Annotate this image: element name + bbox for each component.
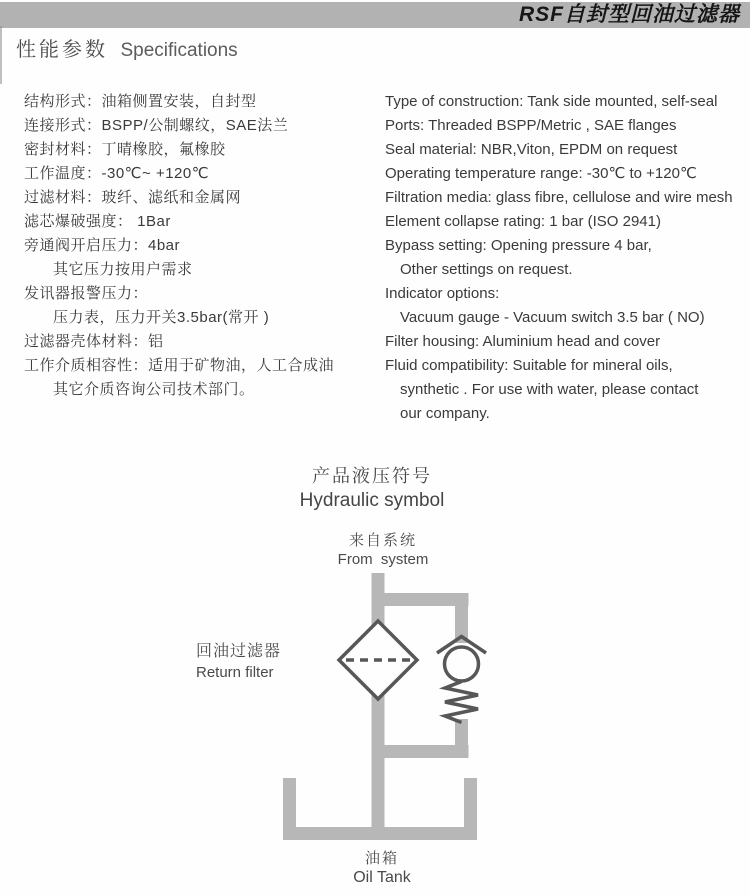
spec-line: 旁通阀开启压力：4bar [24,237,181,254]
hydraulic-circuit-diagram [180,565,500,855]
spec-line: Ports: Threaded BSPP/Metric , SAE flanges [385,117,677,134]
spec-line: Operating temperature range: -30℃ to +120℃ [385,165,697,182]
spec-line: Type of construction: Tank side mounted, self-seal [385,93,718,110]
spec-line: 其它介质咨询公司技术部门。 [53,381,255,398]
spec-line: 工作温度：-30℃~ +120℃ [24,165,210,182]
spec-line: Filter housing: Aluminium head and cover [385,333,661,350]
from-system-label [303,529,463,568]
oil-tank-label-cn: 油箱 [364,850,399,867]
spec-line: 工作介质相容性：适用于矿物油，人工合成油 [24,357,335,374]
oil-tank-label-en: Oil Tank [353,869,411,886]
specs-column-chinese [24,90,374,402]
spec-line: 结构形式：油箱侧置安装，自封型 [24,93,257,110]
return-filter-label [196,638,281,681]
spec-line: 密封材料：丁晴橡胶，氟橡胶 [24,141,226,158]
spec-line: Bypass setting: Opening pressure 4 bar, [385,237,652,254]
hydraulic-symbol-heading-cn: 产品液压符号 [312,466,432,486]
return-filter-label-cn: 回油过滤器 [196,643,282,660]
spec-line: Fluid compatibility: Suitable for mineral oils, [385,357,673,374]
spec-line: 其它压力按用户需求 [53,261,193,278]
return-filter-label-en: Return filter [196,664,274,681]
spec-line: 过滤材料：玻纤、滤纸和金属网 [24,189,242,206]
from-system-label-cn: 来自系统 [348,532,417,549]
specs-column-english [385,90,750,426]
spec-line: Other settings on request. [400,261,573,278]
spec-line: 过滤器壳体材料：铝 [24,333,164,350]
spec-line: 发讯器报警压力： [24,285,149,302]
filter-symbol [339,621,417,699]
spec-line: 压力表，压力开关3.5bar(常开 ) [53,309,270,326]
spec-line: 滤芯爆破强度： 1Bar [24,213,171,230]
spec-line: Indicator options: [385,285,500,302]
pipe-top-branch [372,593,469,606]
pipe-bottom-branch [372,745,469,758]
spec-line: Vacuum gauge - Vacuum switch 3.5 bar ( NO) [400,309,705,326]
page-heading [16,33,238,62]
from-system-label-en: From system [337,551,429,568]
header-bar [0,2,750,28]
spec-line: our company. [400,405,490,422]
spec-line: Element collapse rating: 1 bar (ISO 2941) [385,213,661,230]
bypass-valve-symbol [437,637,486,723]
hydraulic-symbol-heading-en: Hydraulic symbol [299,490,445,511]
product-title: RSF自封型回油过滤器 [519,3,740,26]
spec-line: synthetic . For use with water, please contact [400,381,699,398]
tank-bottom [283,827,477,840]
valve-spring [445,682,478,723]
pipe-lines [283,573,477,840]
hydraulic-symbol-heading [0,462,744,512]
page-edge-line [0,26,2,84]
page-heading-cn: 性能参数 [16,39,108,61]
spec-line: Filtration media: glass fibre, cellulose and wire mesh [385,189,733,206]
page-heading-en: Specifications [120,40,238,61]
pipe-main-vertical [372,573,385,840]
spec-line: Seal material: NBR,Viton, EPDM on request [385,141,678,158]
oil-tank-label [302,847,462,887]
valve-ball [445,647,479,681]
spec-line: 连接形式：BSPP/公制螺纹，SAE法兰 [24,117,289,134]
tank-right-wall [464,778,477,840]
